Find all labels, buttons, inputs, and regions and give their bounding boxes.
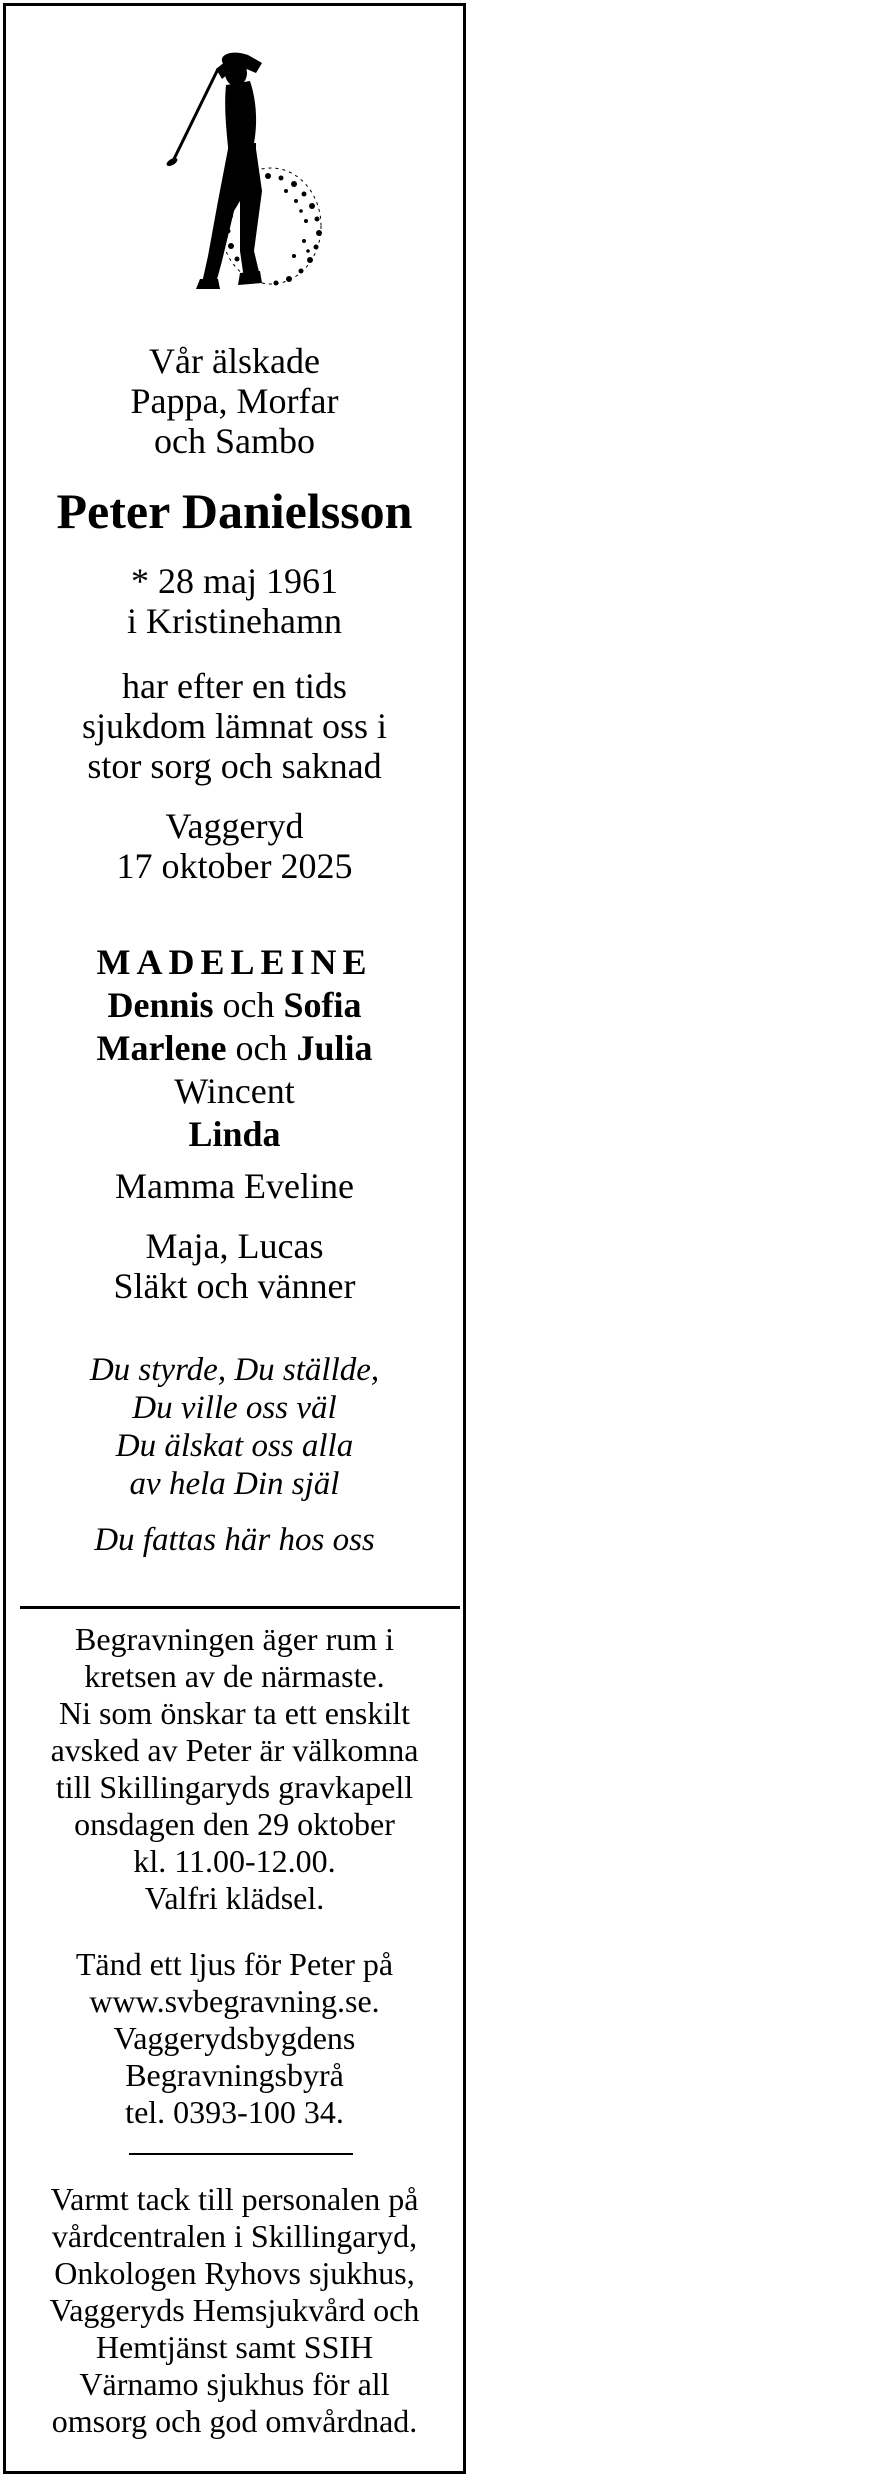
- death-date: 17 oktober 2025: [116, 846, 353, 886]
- poem-line: Du älskat oss alla: [115, 1428, 354, 1464]
- other-mourners: [6, 1226, 463, 1306]
- candle-line: www.svbegravning.se.: [89, 1983, 380, 2019]
- memorial-poem: [6, 1351, 463, 1503]
- thanks-line: Hemtjänst samt SSIH: [95, 2329, 374, 2365]
- family-member: Sofia: [283, 985, 362, 1025]
- death-info: [6, 806, 463, 886]
- poem-closing-line: Du fattas här hos oss: [94, 1522, 375, 1558]
- funeral-line: avsked av Peter är välkomna: [50, 1732, 419, 1768]
- funeral-line: till Skillingaryds gravkapell: [55, 1769, 414, 1805]
- intro-line: och Sambo: [154, 421, 315, 461]
- short-divider: [129, 2153, 353, 2155]
- funeral-line: Begravningen äger rum i: [75, 1621, 394, 1657]
- golfer-with-golf-ball-icon: [136, 51, 336, 311]
- thanks-line: Onkologen Ryhovs sjukhus,: [54, 2255, 415, 2291]
- funeral-line: Ni som önskar ta ett enskilt: [58, 1695, 411, 1731]
- funeral-info: [6, 1621, 463, 1917]
- birth-place: i Kristinehamn: [127, 601, 342, 641]
- family-member: Julia: [296, 1028, 373, 1068]
- conjunction: och: [213, 985, 284, 1025]
- obituary-notice: [3, 3, 466, 2474]
- mother-name: Mamma Eveline: [115, 1166, 354, 1206]
- golfer-silhouette: [165, 53, 262, 289]
- passing-line: sjukdom lämnat oss i: [82, 706, 387, 746]
- thanks-text: [6, 2181, 463, 2440]
- poem-line: av hela Din själ: [129, 1466, 340, 1502]
- passing-text: [6, 666, 463, 786]
- family-list: [6, 941, 463, 1156]
- thanks-line: Värnamo sjukhus för all: [79, 2366, 390, 2402]
- passing-line: har efter en tids: [122, 666, 347, 706]
- passing-line: stor sorg och saknad: [87, 746, 382, 786]
- candle-info: [6, 1946, 463, 2131]
- funeral-line: kretsen av de närmaste.: [84, 1658, 385, 1694]
- family-member: Linda: [188, 1114, 281, 1154]
- divider: [20, 1606, 460, 1609]
- candle-line: tel. 0393-100 34.: [125, 2094, 344, 2130]
- mourner-line: Maja, Lucas: [145, 1226, 324, 1266]
- candle-line: Tänd ett ljus för Peter på: [75, 1946, 394, 1982]
- birth-info: [6, 561, 463, 641]
- death-place: Vaggeryd: [165, 806, 304, 846]
- candle-line: Vaggerydsbygdens: [113, 2020, 356, 2056]
- intro-text: [6, 341, 463, 461]
- poem-line: Du ville oss väl: [132, 1390, 337, 1426]
- mourner-line: Släkt och vänner: [113, 1266, 356, 1306]
- birth-date: * 28 maj 1961: [131, 561, 338, 601]
- thanks-line: Varmt tack till personalen på: [50, 2181, 419, 2217]
- family-member: Wincent: [174, 1071, 295, 1111]
- intro-line: Vår älskade: [149, 341, 320, 381]
- thanks-line: omsorg och god omvårdnad.: [51, 2403, 418, 2439]
- deceased-name: Peter Danielsson: [56, 483, 413, 539]
- intro-line: Pappa, Morfar: [130, 381, 339, 421]
- funeral-line: kl. 11.00-12.00.: [133, 1843, 336, 1879]
- conjunction: och: [226, 1028, 297, 1068]
- funeral-line: onsdagen den 29 oktober: [74, 1806, 395, 1842]
- family-member: Marlene: [96, 1028, 227, 1068]
- thanks-line: Vaggeryds Hemsjukvård och: [49, 2292, 420, 2328]
- family-row: [6, 984, 463, 1027]
- thanks-line: vårdcentralen i Skillingaryd,: [51, 2218, 418, 2254]
- family-member: Dennis: [107, 985, 214, 1025]
- family-row: [6, 1027, 463, 1070]
- funeral-line: Valfri klädsel.: [144, 1880, 325, 1916]
- poem-line: Du styrde, Du ställde,: [89, 1352, 380, 1388]
- partner-name: MADELEINE: [96, 942, 373, 982]
- candle-line: Begravningsbyrå: [125, 2057, 344, 2093]
